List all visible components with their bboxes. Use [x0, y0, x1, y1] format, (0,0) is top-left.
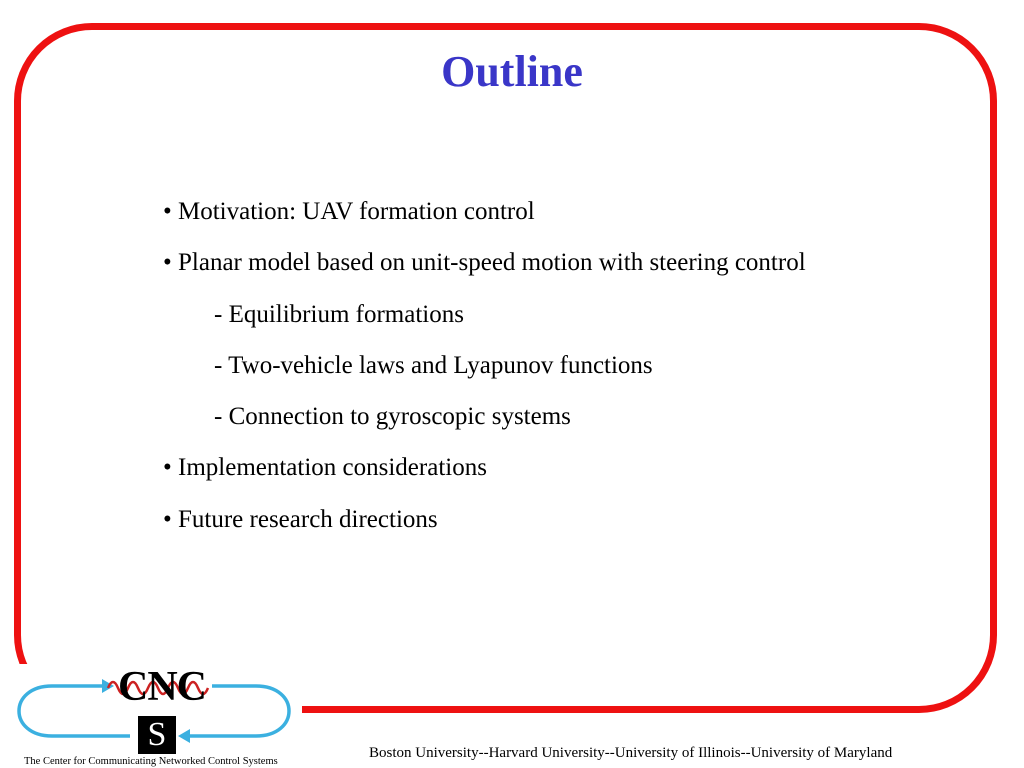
outline-item: • Future research directions: [163, 505, 438, 533]
outline-subitem: - Connection to gyroscopic systems: [214, 403, 571, 431]
cnc-logo-text: CNC: [118, 664, 206, 710]
center-name-caption: The Center for Communicating Networked Control Systems: [24, 756, 278, 767]
outline-list: [163, 186, 806, 545]
footer-universities: Boston University--Harvard University--University of Illinois--University of Maryland: [369, 745, 893, 761]
slide-title: Outline: [441, 47, 583, 96]
outline-item: • Implementation considerations: [163, 454, 487, 482]
s-logo-box: S: [138, 716, 176, 754]
outline-item: • Planar model based on unit-speed motion with steering control: [163, 249, 806, 277]
outline-subitem: - Equilibrium formations: [214, 300, 464, 328]
outline-subitem: - Two-vehicle laws and Lyapunov functions: [214, 351, 653, 379]
outline-item: • Motivation: UAV formation control: [163, 198, 535, 225]
